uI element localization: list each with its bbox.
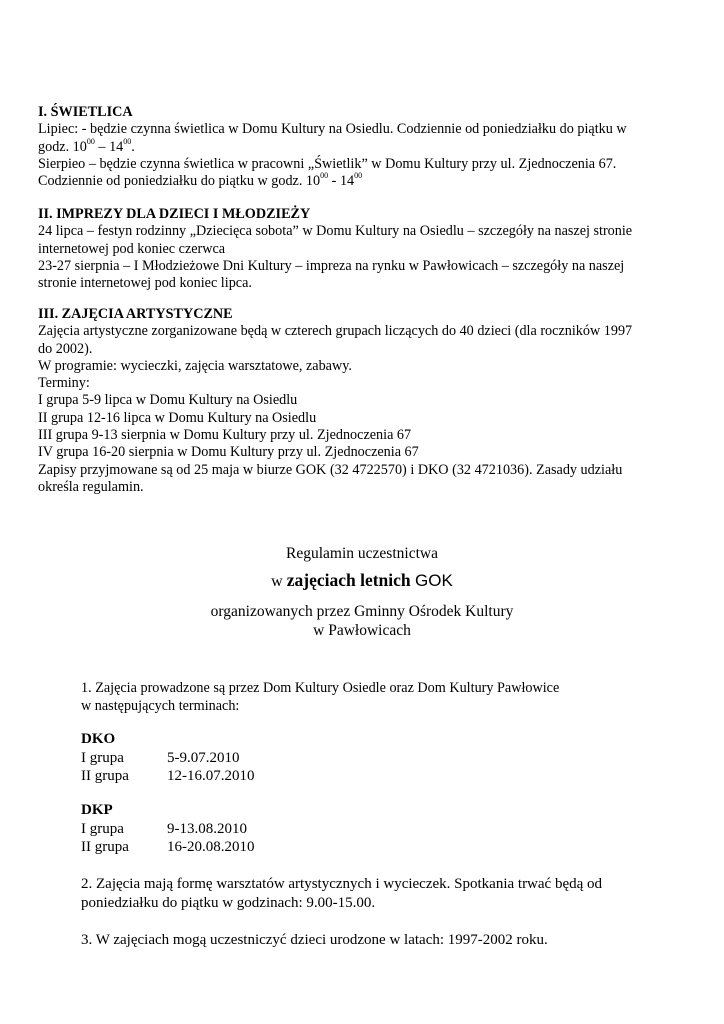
schedule-row: I grupa 9-13.08.2010 (81, 820, 247, 837)
paragraph-line: stronie internetowej pod koniec lipca. (38, 275, 252, 292)
schedule-title: DKP (81, 802, 113, 818)
paragraph-line: I grupa 5-9 lipca w Domu Kultury na Osiedlu (38, 392, 298, 409)
paragraph-line: II grupa 12-16 lipca w Domu Kultury na Osiedlu (38, 409, 317, 426)
regulamin-subtitle: w zajęciach letnich GOK (271, 570, 453, 590)
section-heading: II. IMPREZY DLA DZIECI I MŁODZIEŻY (38, 206, 311, 222)
paragraph-line: 24 lipca – festyn rodzinny „Dziecięca sobota” w Domu Kultury na Osiedlu – szczegóły na naszej stronie (38, 223, 633, 240)
regulamin-title: Regulamin uczestnictwa (286, 545, 438, 562)
section-heading: I. ŚWIETLICA (38, 104, 133, 120)
section-zajecia (38, 306, 688, 496)
paragraph-line: 23-27 sierpnia – I Młodzieżowe Dni Kultury – impreza na rynku w Pawłowicach – szczegóły na naszej (38, 257, 625, 274)
paragraph-line: Zajęcia artystyczne zorganizowane będą w czterech grupach liczących do 40 dzieci (dla roczników 1997 (38, 323, 633, 340)
section-imprezy (38, 206, 688, 292)
regulamin-point-1: 1. Zajęcia prowadzone są przez Dom Kultury Osiedle oraz Dom Kultury Pawłowice w następujących terminach: (81, 680, 560, 714)
paragraph-line: IV grupa 16-20 sierpnia w Domu Kultury przy ul. Zjednoczenia 67 (38, 444, 419, 461)
paragraph-line: Terminy: (38, 375, 90, 392)
paragraph-line: Sierpieo – będzie czynna świetlica w pracowni „Świetlik” w Domu Kultury przy ul. Zjednoczenia 67. (38, 155, 617, 172)
paragraph-line: określa regulamin. (38, 478, 144, 495)
regulamin-organizer: organizowanych przez Gminny Ośrodek Kultury w Pawłowicach (210, 603, 514, 639)
paragraph-line: Codziennie od poniedziałku do piątku w godz. $10^{00} - 14^{00}$ (38, 171, 363, 190)
paragraph-line: internetowej pod koniec czerwca (38, 240, 226, 257)
regulamin-point-3: 3. W zajęciach mogą uczestniczyć dzieci urodzone w latach: 1997-2002 roku. (81, 932, 548, 948)
paragraph-line: godz. $10^{00} - 14^{00}$. (38, 136, 135, 155)
schedule-dkp (81, 801, 255, 857)
section-swietlica (38, 104, 688, 190)
schedule-title: DKO (81, 731, 116, 747)
schedule-row: II grupa 16-20.08.2010 (81, 839, 255, 855)
regulamin-point-2: 2. Zajęcia mają formę warsztatów artystycznych i wycieczek. Spotkania trwać będą od poniedziałku do piątku w godzinach: 9.00-15.00. (81, 876, 603, 911)
paragraph-line: do 2002). (38, 340, 93, 357)
paragraph-line: III grupa 9-13 sierpnia w Domu Kultury przy ul. Zjednoczenia 67 (38, 427, 412, 444)
schedule-row: II grupa 12-16.07.2010 (81, 768, 255, 784)
section-heading: III. ZAJĘCIA ARTYSTYCZNE (38, 306, 233, 322)
paragraph-line: Zapisy przyjmowane są od 25 maja w biurze GOK (32 4722570) i DKO (32 4721036). Zasady udziału (38, 461, 623, 478)
schedule-dko (81, 730, 255, 786)
paragraph-line: Lipiec: - będzie czynna świetlica w Domu Kultury na Osiedlu. Codziennie od poniedziałku do piątku w (38, 121, 627, 138)
schedule-row: I grupa 5-9.07.2010 (81, 749, 240, 766)
paragraph-line: W programie: wycieczki, zajęcia warsztatowe, zabawy. (38, 357, 352, 374)
